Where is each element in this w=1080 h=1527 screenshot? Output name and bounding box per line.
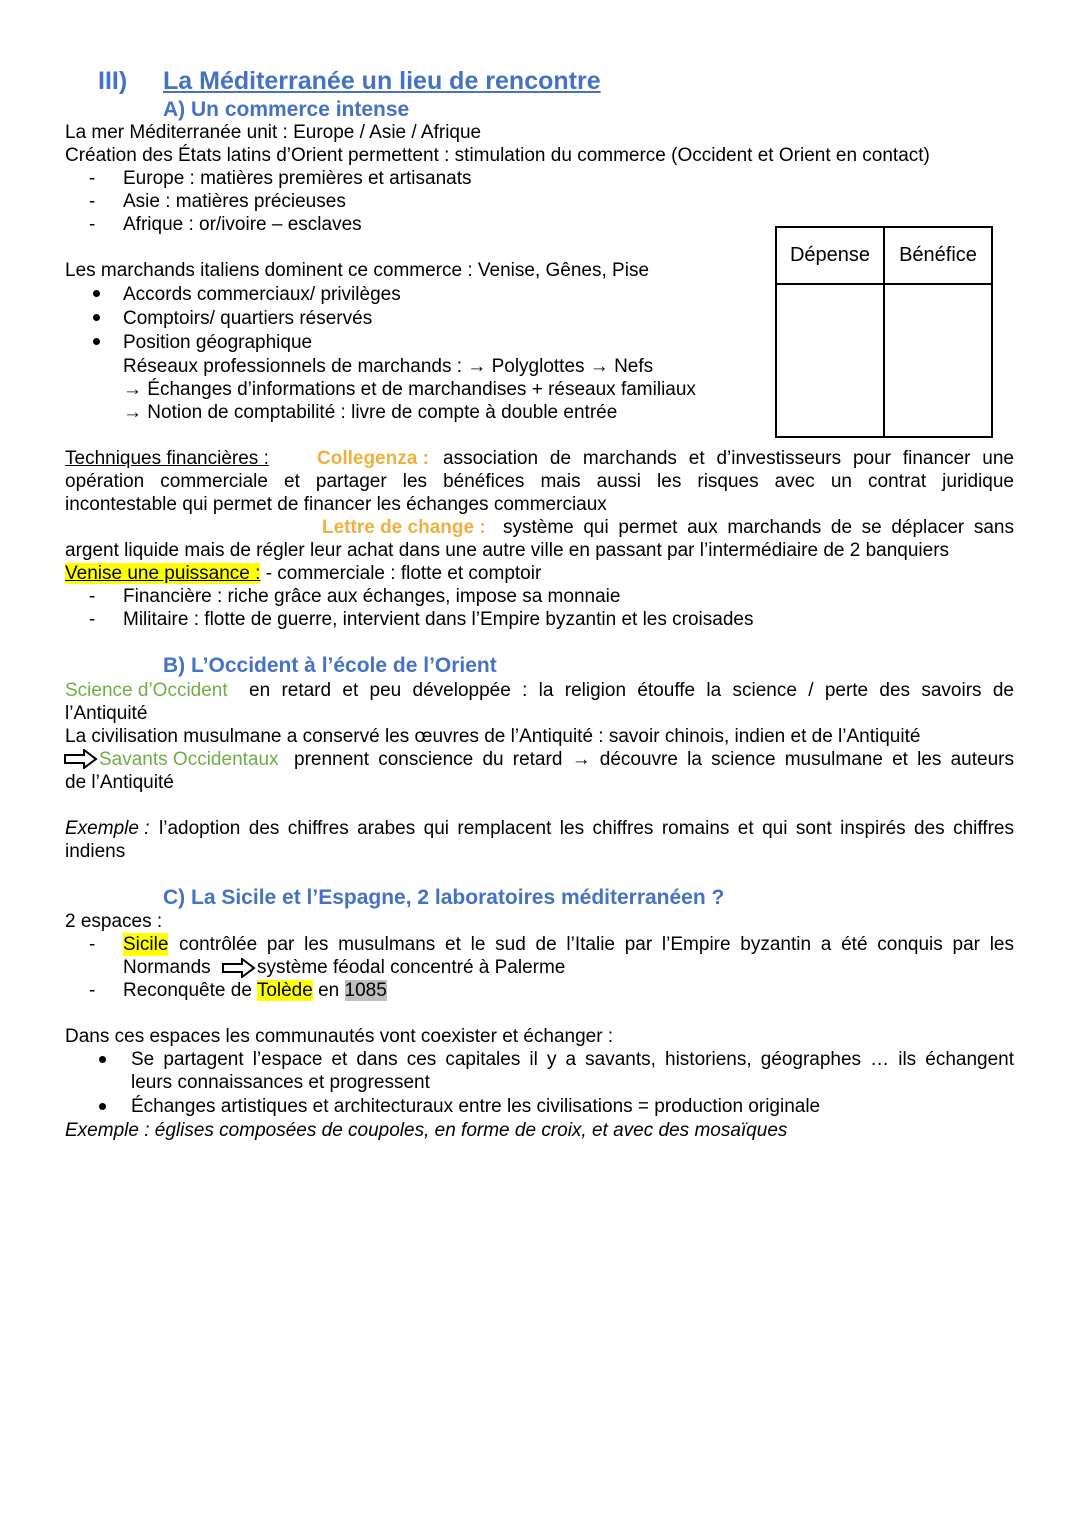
text-line: Échanges artistiques et architecturaux entre les civilisations = production originale	[131, 1096, 821, 1117]
text-line: incontestable qui permet de financer les échanges commerciaux	[65, 494, 607, 515]
dash-marker: -	[89, 586, 96, 607]
dash-marker: -	[89, 980, 96, 1001]
savants-term: Savants Occidentaux	[99, 749, 279, 770]
heading-a: A) Un commerce intense	[163, 98, 410, 121]
year-term: 1085	[344, 980, 387, 1001]
dash-marker: -	[89, 609, 96, 630]
reconquete-text: Reconquête de	[123, 980, 257, 1001]
text-line: opération commerciale et partager les bénéfices mais aussi les risques avec un contrat juridique	[65, 471, 1014, 492]
heading-c: C) La Sicile et l’Espagne, 2 laboratoires méditerranéen ?	[163, 886, 725, 909]
section-number: III)	[98, 67, 128, 95]
bullet-marker	[93, 290, 100, 297]
bullet-marker	[93, 314, 100, 321]
text-line: Réseaux professionnels de marchands : → Polyglottes → Nefs	[123, 356, 654, 377]
text-line: l’adoption des chiffres arabes qui remplacent les chiffres romains et qui sont inspirés des chiffres	[159, 818, 1014, 839]
list-item: Afrique : or/ivoire – esclaves	[123, 214, 362, 235]
text-line: Normands	[123, 957, 211, 978]
text-line: La civilisation musulmane a conservé les œuvres de l’Antiquité : savoir chinois, indien et de l’Antiquité	[65, 726, 921, 747]
text-line: → Échanges d’informations et de marchandises + réseaux familiaux	[123, 379, 696, 400]
section-title: La Méditerranée un lieu de rencontre	[163, 67, 601, 95]
list-item: Comptoirs/ quartiers réservés	[123, 308, 373, 329]
en-text: en	[312, 980, 345, 1001]
text-line: prennent conscience du retard → découvre la science musulmane et les auteurs	[294, 749, 1014, 770]
list-item: Position géographique	[123, 332, 313, 353]
text-line	[65, 562, 541, 585]
dash-marker: -	[89, 168, 96, 189]
list-item: Financière : riche grâce aux échanges, impose sa monnaie	[123, 586, 621, 607]
table-cell	[776, 284, 884, 437]
dash-marker: -	[89, 934, 96, 955]
table-cell	[884, 284, 992, 437]
list-item: Accords commerciaux/ privilèges	[123, 284, 401, 305]
example-text: Exemple : églises composées de coupoles, en forme de croix, et avec des mosaïques	[65, 1120, 788, 1141]
table-header-benefice: Bénéfice	[884, 227, 992, 284]
bullet-marker	[99, 1103, 106, 1110]
text-line: indiens	[65, 841, 126, 862]
text-line	[123, 979, 387, 1002]
tech-label: Techniques financières :	[65, 448, 269, 469]
bullet-marker	[93, 338, 100, 345]
example-label: Exemple :	[65, 818, 150, 839]
text-line: argent liquide mais de régler leur achat dans une autre ville en passant par l’intermédiaire de 2 banquiers	[65, 540, 950, 561]
lettre-term: Lettre de change :	[322, 517, 486, 538]
text-line: Les marchands italiens dominent ce commerce : Venise, Gênes, Pise	[65, 260, 650, 281]
text-line: Se partagent l’espace et dans ces capitales il y a savants, historiens, géographes … ils échangent	[131, 1049, 1014, 1070]
list-item: Europe : matières premières et artisanats	[123, 168, 472, 189]
expense-profit-table	[775, 226, 993, 438]
text-line: association de marchands et d’investisseurs pour financer une	[443, 448, 1014, 469]
list-item: Militaire : flotte de guerre, intervient dans l’Empire byzantin et les croisades	[123, 609, 754, 630]
text-line: Création des États latins d’Orient permettent : stimulation du commerce (Occident et Orient en contact)	[65, 145, 930, 166]
table-header-depense: Dépense	[776, 227, 884, 284]
text-line: contrôlée par les musulmans et le sud de l’Italie par l’Empire byzantin a été conquis par les	[179, 934, 1014, 955]
sicile-term: Sicile	[123, 934, 169, 955]
text-line: système féodal concentré à Palerme	[257, 957, 566, 978]
list-item: Asie : matières précieuses	[123, 191, 346, 212]
text-line: 2 espaces :	[65, 911, 163, 932]
venise-rest: - commerciale : flotte et comptoir	[260, 563, 542, 584]
text-line: leurs connaissances et progressent	[131, 1072, 430, 1093]
collegenza-term: Collegenza :	[317, 448, 429, 469]
science-term: Science d’Occident	[65, 680, 228, 701]
venise-label: Venise une puissance :	[65, 563, 261, 584]
text-line: l’Antiquité	[65, 703, 148, 724]
dash-marker: -	[89, 214, 96, 235]
text-line: de l’Antiquité	[65, 772, 174, 793]
tolede-term: Tolède	[256, 980, 313, 1001]
heading-b: B) L’Occident à l’école de l’Orient	[163, 654, 497, 677]
text-line: La mer Méditerranée unit : Europe / Asie / Afrique	[65, 122, 482, 143]
text-line: Dans ces espaces les communautés vont coexister et échanger :	[65, 1026, 614, 1047]
text-line: système qui permet aux marchands de se déplacer sans	[503, 517, 1014, 538]
text-line: en retard et peu développée : la religion étouffe la science / perte des savoirs de	[249, 680, 1014, 701]
bullet-marker	[99, 1056, 106, 1063]
dash-marker: -	[89, 191, 96, 212]
text-line: → Notion de comptabilité : livre de compte à double entrée	[123, 402, 618, 423]
